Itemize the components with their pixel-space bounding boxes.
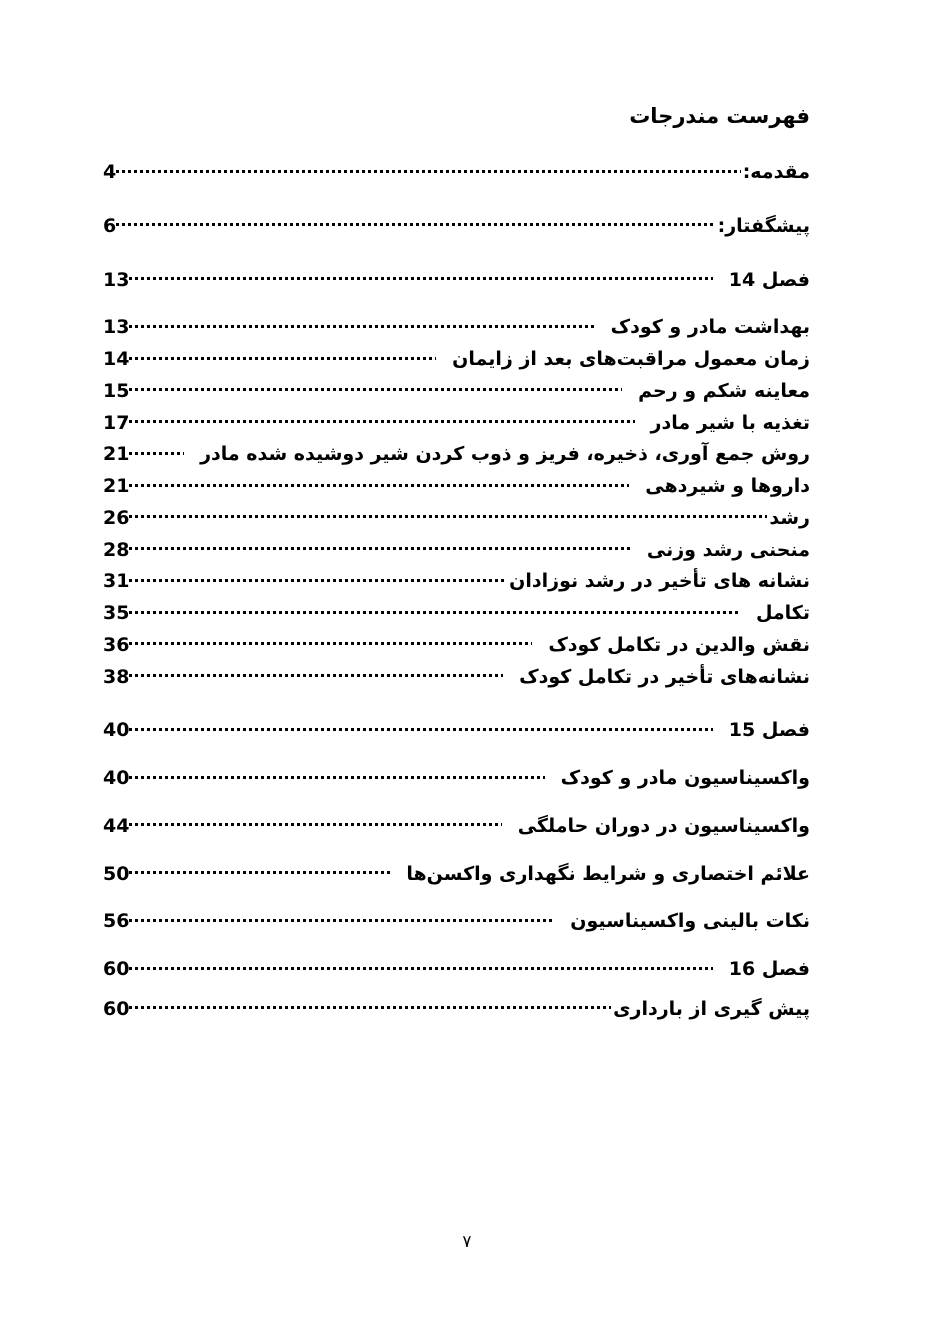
page-number: ۷ [462,1232,472,1252]
toc-entry[interactable] [103,505,810,531]
toc-entry[interactable] [103,664,810,690]
toc-entry[interactable] [103,346,810,372]
toc-dot-leader [116,213,715,232]
toc-entry-page-number: 14 [103,348,130,371]
toc-entry[interactable] [103,765,810,791]
toc-entry-page-number: 56 [103,910,130,933]
toc-entry-page-number: 28 [103,538,130,561]
toc-entry-page-number: 36 [103,633,130,656]
toc-dot-leader [129,956,712,975]
toc-entry-page-number: 38 [103,665,130,688]
toc-entry-label: پیش گیری از بارداری [613,997,810,1020]
toc-entry-label: علائم اختصاری و شرایط نگهداری واکسن‌ها [406,862,810,885]
toc-entry-label: نقش والدین در تکامل کودک [548,633,810,656]
toc-entry[interactable] [103,267,810,293]
toc-dot-leader [129,378,622,397]
toc-dot-leader [129,505,767,524]
toc-dot-leader [129,765,544,784]
toc-entry-page-number: 21 [103,475,130,498]
toc-entry-page-number: 26 [103,506,130,529]
toc-entry[interactable] [103,717,810,743]
toc-entry[interactable] [103,159,810,185]
toc-entry-page-number: 17 [103,411,130,434]
toc-entry-label: فصل 15 [728,719,810,742]
toc-entry[interactable] [103,813,810,839]
toc-entry-label: فصل 16 [728,958,810,981]
toc-entry-label: واکسیناسیون در دوران حاملگی [517,814,810,837]
toc-entry-label: واکسیناسیون مادر و کودک [560,767,810,790]
toc-entry[interactable] [103,213,810,239]
toc-dot-leader [129,537,630,556]
toc-entry-page-number: 13 [103,268,130,291]
toc-entry-label: داروها و شیردهی [645,475,810,498]
toc-entry-label: پیشگفتار: [717,214,810,237]
toc-dot-leader [129,473,629,492]
toc-entry-label: نکات بالینی واکسیناسیون [570,910,810,933]
toc-entry[interactable] [103,378,810,404]
page-title: فهرست مندرجات [629,104,810,128]
toc-entry-page-number: 60 [103,997,130,1020]
toc-entry-label: روش جمع آوری، ذخیره، فریز و ذوب کردن شیر دوشیده شده مادر [200,443,810,466]
toc-content [103,104,810,1022]
toc-entry-label: بهداشت مادر و کودک [610,316,810,339]
toc-entry-label: فصل 14 [728,268,810,291]
toc-entry[interactable] [103,600,810,626]
toc-entry-label: مقدمه: [742,161,810,184]
toc-dot-leader [129,813,501,832]
toc-dot-leader [129,568,507,587]
toc-entry[interactable] [103,956,810,982]
toc-dot-leader [129,632,532,651]
toc-dot-leader [129,996,611,1015]
toc-dot-leader [116,159,740,178]
toc-entry[interactable] [103,908,810,934]
toc-entry[interactable] [103,473,810,499]
toc-entry-label: منحنی رشد وزنی [646,538,810,561]
toc-entry-page-number: 44 [103,814,130,837]
toc-entry-page-number: 21 [103,443,130,466]
toc-entry[interactable] [103,314,810,340]
toc-list [103,159,810,1022]
toc-entry-page-number: 13 [103,316,130,339]
toc-dot-leader [129,314,594,333]
toc-entry-page-number: 4 [103,161,117,184]
toc-entry-page-number: 40 [103,767,130,790]
toc-entry[interactable] [103,996,810,1022]
toc-dot-leader [129,600,740,619]
toc-entry-label: معاینه شکم و رحم [638,379,810,402]
toc-entry[interactable] [103,568,810,594]
toc-entry-label: رشد [769,506,810,529]
toc-entry[interactable] [103,441,810,467]
toc-entry[interactable] [103,861,810,887]
toc-entry-page-number: 35 [103,602,130,625]
toc-entry[interactable] [103,537,810,563]
toc-dot-leader [129,441,184,460]
toc-dot-leader [129,410,634,429]
toc-entry-label: زمان معمول مراقبت‌های بعد از زایمان [452,348,810,371]
toc-entry-page-number: 31 [103,570,130,593]
toc-entry-page-number: 60 [103,958,130,981]
toc-dot-leader [129,346,436,365]
toc-dot-leader [129,267,712,286]
toc-entry-label: نشانه‌های تأخیر در تکامل کودک [519,665,810,688]
toc-entry-label: تغذیه با شیر مادر [650,411,810,434]
toc-entry-page-number: 40 [103,719,130,742]
toc-entry-page-number: 15 [103,379,130,402]
toc-entry-page-number: 6 [103,214,117,237]
toc-entry-label: تکامل [755,602,810,625]
toc-entry[interactable] [103,410,810,436]
toc-dot-leader [129,717,712,736]
toc-dot-leader [129,908,554,927]
toc-entry-page-number: 50 [103,862,130,885]
toc-entry-label: نشانه های تأخیر در رشد نوزادان [509,570,810,593]
toc-dot-leader [129,664,503,683]
toc-dot-leader [129,861,390,880]
toc-entry[interactable] [103,632,810,658]
